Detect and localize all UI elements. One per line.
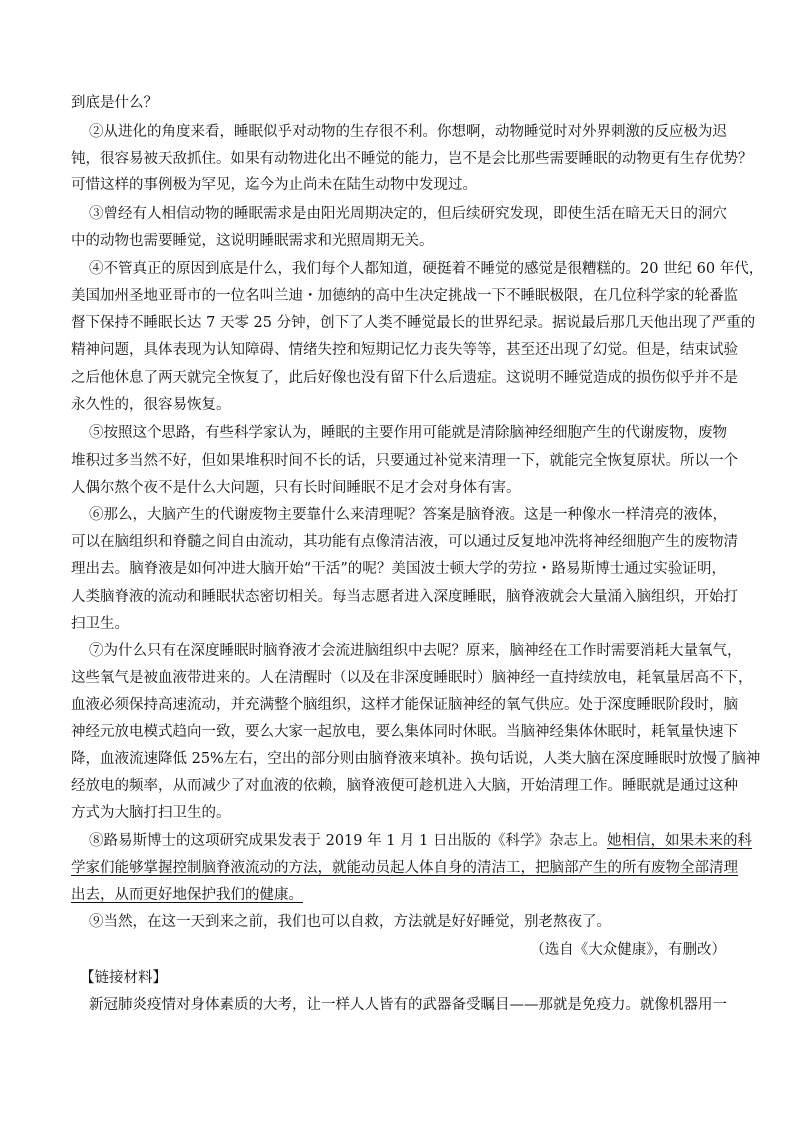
text-line: 可以在脑组织和脊髓之间自由流动，其功能有点像清洁液，可以通过反复地冲洗将神经细胞产生的废物清 bbox=[71, 534, 738, 550]
text-line: 精神问题，具体表现为认知障碍、情绪失控和短期记忆力丧失等等，甚至还出现了幻觉。但是，结束试验 bbox=[71, 342, 738, 358]
underlined-text: 她相信，如果未来的科 bbox=[607, 833, 753, 849]
text-line: 降，血液流速降低 25%左右，空出的部分则由脑脊液来填补。换句话说，人类大脑在深度睡眠时放慢了脑神 bbox=[71, 751, 761, 767]
text-line: 理出去。脑脊液是如何冲进大脑开始“干活”的呢？美国波士顿大学的劳拉・路易斯博士通过实验证明， bbox=[71, 561, 726, 577]
text-line: 经放电的频率，从而减少了对血液的依赖，脑脊液便可趁机进入大脑，开始清理工作。睡眠就是通过这种 bbox=[71, 778, 738, 794]
text-line bbox=[89, 831, 753, 851]
text-line: ⑨当然，在这一天到来之前，我们也可以自救，方法就是好好睡觉，别老熬夜了。 bbox=[89, 914, 611, 930]
text-line: 美国加州圣地亚哥市的一位名叫兰迪・加德纳的高中生决定挑战一下不睡眠极限，在几位科学家的轮番监 bbox=[71, 288, 738, 304]
source-citation: （选自《大众健康》，有删改） bbox=[530, 942, 726, 958]
text-line: 堆积过多当然不好，但如果堆积时间不长的话，只要通过补觉来清理一下，就能完全恢复原状。所以一个 bbox=[71, 453, 738, 469]
text-line: 中的动物也需要睡觉，这说明睡眠需求和光照周期无关。 bbox=[71, 233, 434, 249]
text-line: 人偶尔熬个夜不是什么大问题，只有长时间睡眠不足才会对身体有害。 bbox=[71, 480, 521, 496]
text-line: 之后他休息了两天就完全恢复了，此后好像也没有留下什么后遗症。这说明不睡觉造成的损伤似乎并不是 bbox=[71, 370, 738, 386]
text-line: 人类脑脊液的流动和睡眠状态密切相关。每当志愿者进入深度睡眠，脑脊液就会大量涌入脑组织，开始打 bbox=[71, 589, 738, 605]
text-line: 扫卫生。 bbox=[71, 616, 129, 632]
text-line: ④不管真正的原因到底是什么，我们每个人都知道，硬挺着不睡觉的感觉是很糟糕的。20 世纪 60 年代， bbox=[89, 261, 764, 277]
section-heading: 【链接材料】 bbox=[80, 970, 167, 986]
text-line: ③曾经有人相信动物的睡眠需求是由阳光周期决定的，但后续研究发现，即使生活在暗无天日的洞穴 bbox=[89, 206, 727, 222]
text-line: 这些氧气是被血液带进来的。人在清醒时（以及在非深度睡眠时）脑神经一直持续放电，耗氧量居高不下， bbox=[71, 670, 753, 686]
text-line: 方式为大脑打扫卫生的。 bbox=[71, 805, 231, 821]
text-line: 神经元放电模式趋向一致，要么大家一起放电，要么集体同时休眠。当脑神经集体休眠时，耗氧量快速下 bbox=[71, 724, 738, 740]
text-line: 到底是什么？ bbox=[71, 95, 158, 111]
text-line: ⑦为什么只有在深度睡眠时脑脊液才会流进脑组织中去呢？原来，脑神经在工作时需要消耗大量氧气， bbox=[89, 643, 742, 659]
text-line: ⑤按照这个思路，有些科学家认为，睡眠的主要作用可能就是清除脑神经细胞产生的代谢废物，废物 bbox=[89, 425, 727, 441]
text-line: 可惜这样的事例极为罕见，迄今为止尚未在陆生动物中发现过。 bbox=[71, 177, 477, 193]
text-run: ⑧路易斯博士的这项研究成果发表于 2019 年 1 月 1 日出版的《科学》杂志上。 bbox=[89, 833, 608, 849]
text-line: ⑥那么，大脑产生的代谢废物主要靠什么来清理呢？答案是脑脊液。这是一种像水一样清亮的液体， bbox=[89, 507, 727, 523]
text-line: 督下保持不睡眠长达 7 天零 25 分钟，创下了人类不睡觉最长的世界纪录。据说最后那几天他出现了严重的 bbox=[71, 315, 756, 331]
text-line: ②从进化的角度来看，睡眠似乎对动物的生存很不利。你想啊，动物睡觉时对外界刺激的反应极为迟 bbox=[89, 124, 727, 140]
text-line: 血液必须保持高速流动，并充满整个脑组织，这样才能保证脑神经的氧气供应。处于深度睡眠阶段时，脑 bbox=[71, 697, 738, 713]
text-line: 永久性的，很容易恢复。 bbox=[71, 397, 231, 413]
text-line: 钝，很容易被天敌抓住。如果有动物进化出不睡觉的能力，岂不是会比那些需要睡眠的动物更有生存优势？ bbox=[71, 151, 753, 167]
underlined-text-line: 学家们能够掌握控制脑脊液流动的方法，就能动员起人体自身的清洁工，把脑部产生的所有废物全部清理 bbox=[71, 860, 738, 876]
text-line bbox=[71, 885, 726, 905]
text-line: 新冠肺炎疫情对身体素质的大考，让一样人人皆有的武器备受瞩目——那就是免疫力。就像机器用一 bbox=[89, 997, 727, 1013]
underlined-text: 出去，从而更好地保护我们的健康。 bbox=[71, 887, 303, 903]
